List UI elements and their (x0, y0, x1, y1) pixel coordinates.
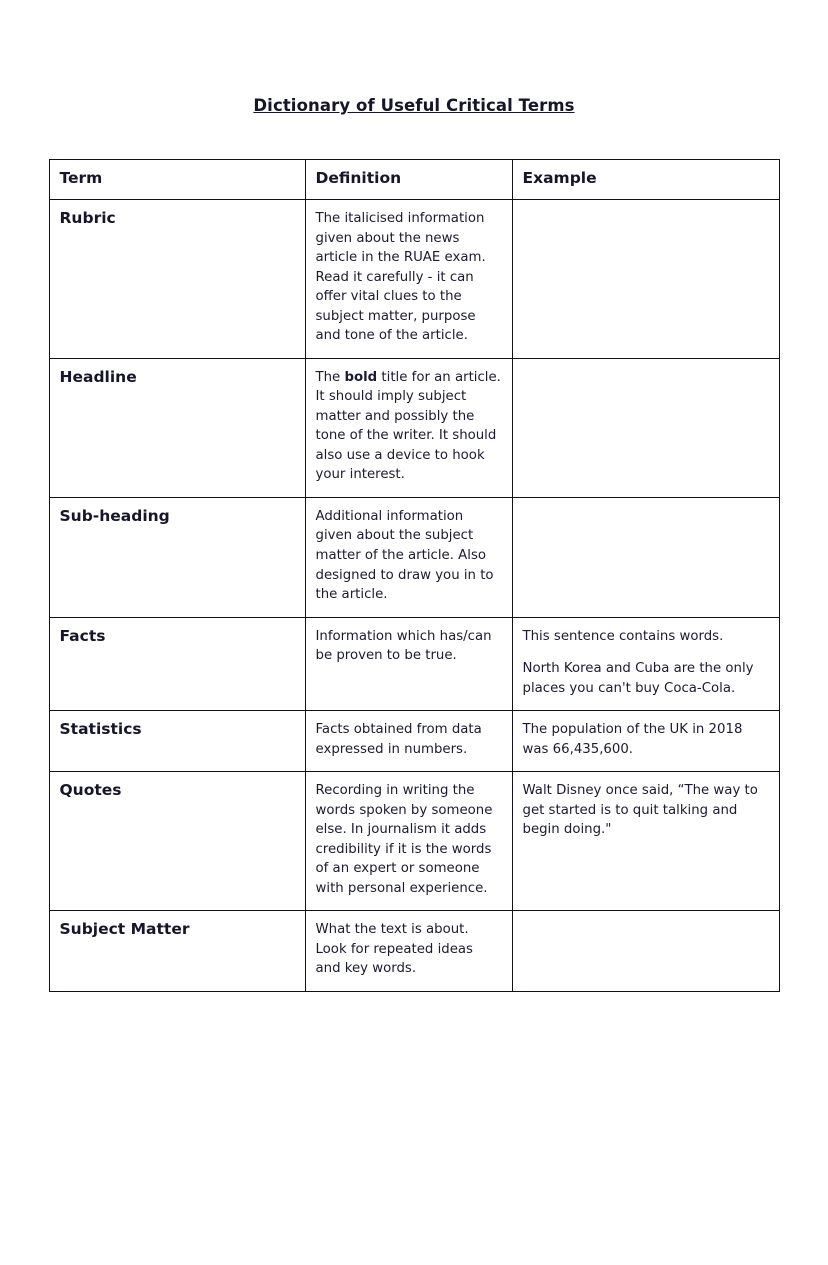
term-label: Rubric (49, 200, 305, 359)
table-row (49, 711, 779, 772)
document-page (0, 96, 828, 1265)
column-header-term: Term (49, 160, 305, 200)
critical-terms-table (49, 159, 780, 992)
table-row (49, 911, 779, 992)
column-header-definition: Definition (305, 160, 512, 200)
term-label: Statistics (49, 711, 305, 772)
table-row (49, 200, 779, 359)
definition-text (305, 358, 512, 497)
term-label: Facts (49, 617, 305, 711)
term-label: Quotes (49, 772, 305, 911)
definition-text: Additional information given about the subject matter of the article. Also designed to draw you in to the article. (305, 497, 512, 617)
definition-text-bold: bold (344, 369, 378, 385)
definition-text: Facts obtained from data expressed in numbers. (305, 711, 512, 772)
example-text (512, 617, 779, 711)
example-paragraph: North Korea and Cuba are the only places you can't buy Coca-Cola. (522, 661, 754, 696)
page-title: Dictionary of Useful Critical Terms (253, 96, 575, 115)
example-text: Walt Disney once said, “The way to get started is to quit talking and begin doing." (512, 772, 779, 911)
definition-text-pre: The (315, 369, 345, 385)
definition-text: Information which has/can be proven to be true. (305, 617, 512, 711)
table-row (49, 497, 779, 617)
definition-text-post: title for an article. It should imply subject matter and possibly the tone of the writer. It should also use a device to hook your interest. (315, 369, 501, 483)
example-text (512, 200, 779, 359)
example-paragraph: This sentence contains words. (522, 628, 724, 644)
example-text (512, 911, 779, 992)
table-row (49, 772, 779, 911)
table-row (49, 617, 779, 711)
example-text (512, 358, 779, 497)
definition-text: The italicised information given about the news article in the RUAE exam. Read it carefully - it can offer vital clues to the subject matter, purpose and tone of the article. (305, 200, 512, 359)
table-header-row (49, 160, 779, 200)
term-label: Headline (49, 358, 305, 497)
table-row (49, 358, 779, 497)
term-label: Subject Matter (49, 911, 305, 992)
definition-text: What the text is about. Look for repeated ideas and key words. (305, 911, 512, 992)
term-label: Sub-heading (49, 497, 305, 617)
example-text: The population of the UK in 2018 was 66,435,600. (512, 711, 779, 772)
column-header-example: Example (512, 160, 779, 200)
definition-text: Recording in writing the words spoken by someone else. In journalism it adds credibility if it is the words of an expert or someone with personal experience. (305, 772, 512, 911)
example-text (512, 497, 779, 617)
